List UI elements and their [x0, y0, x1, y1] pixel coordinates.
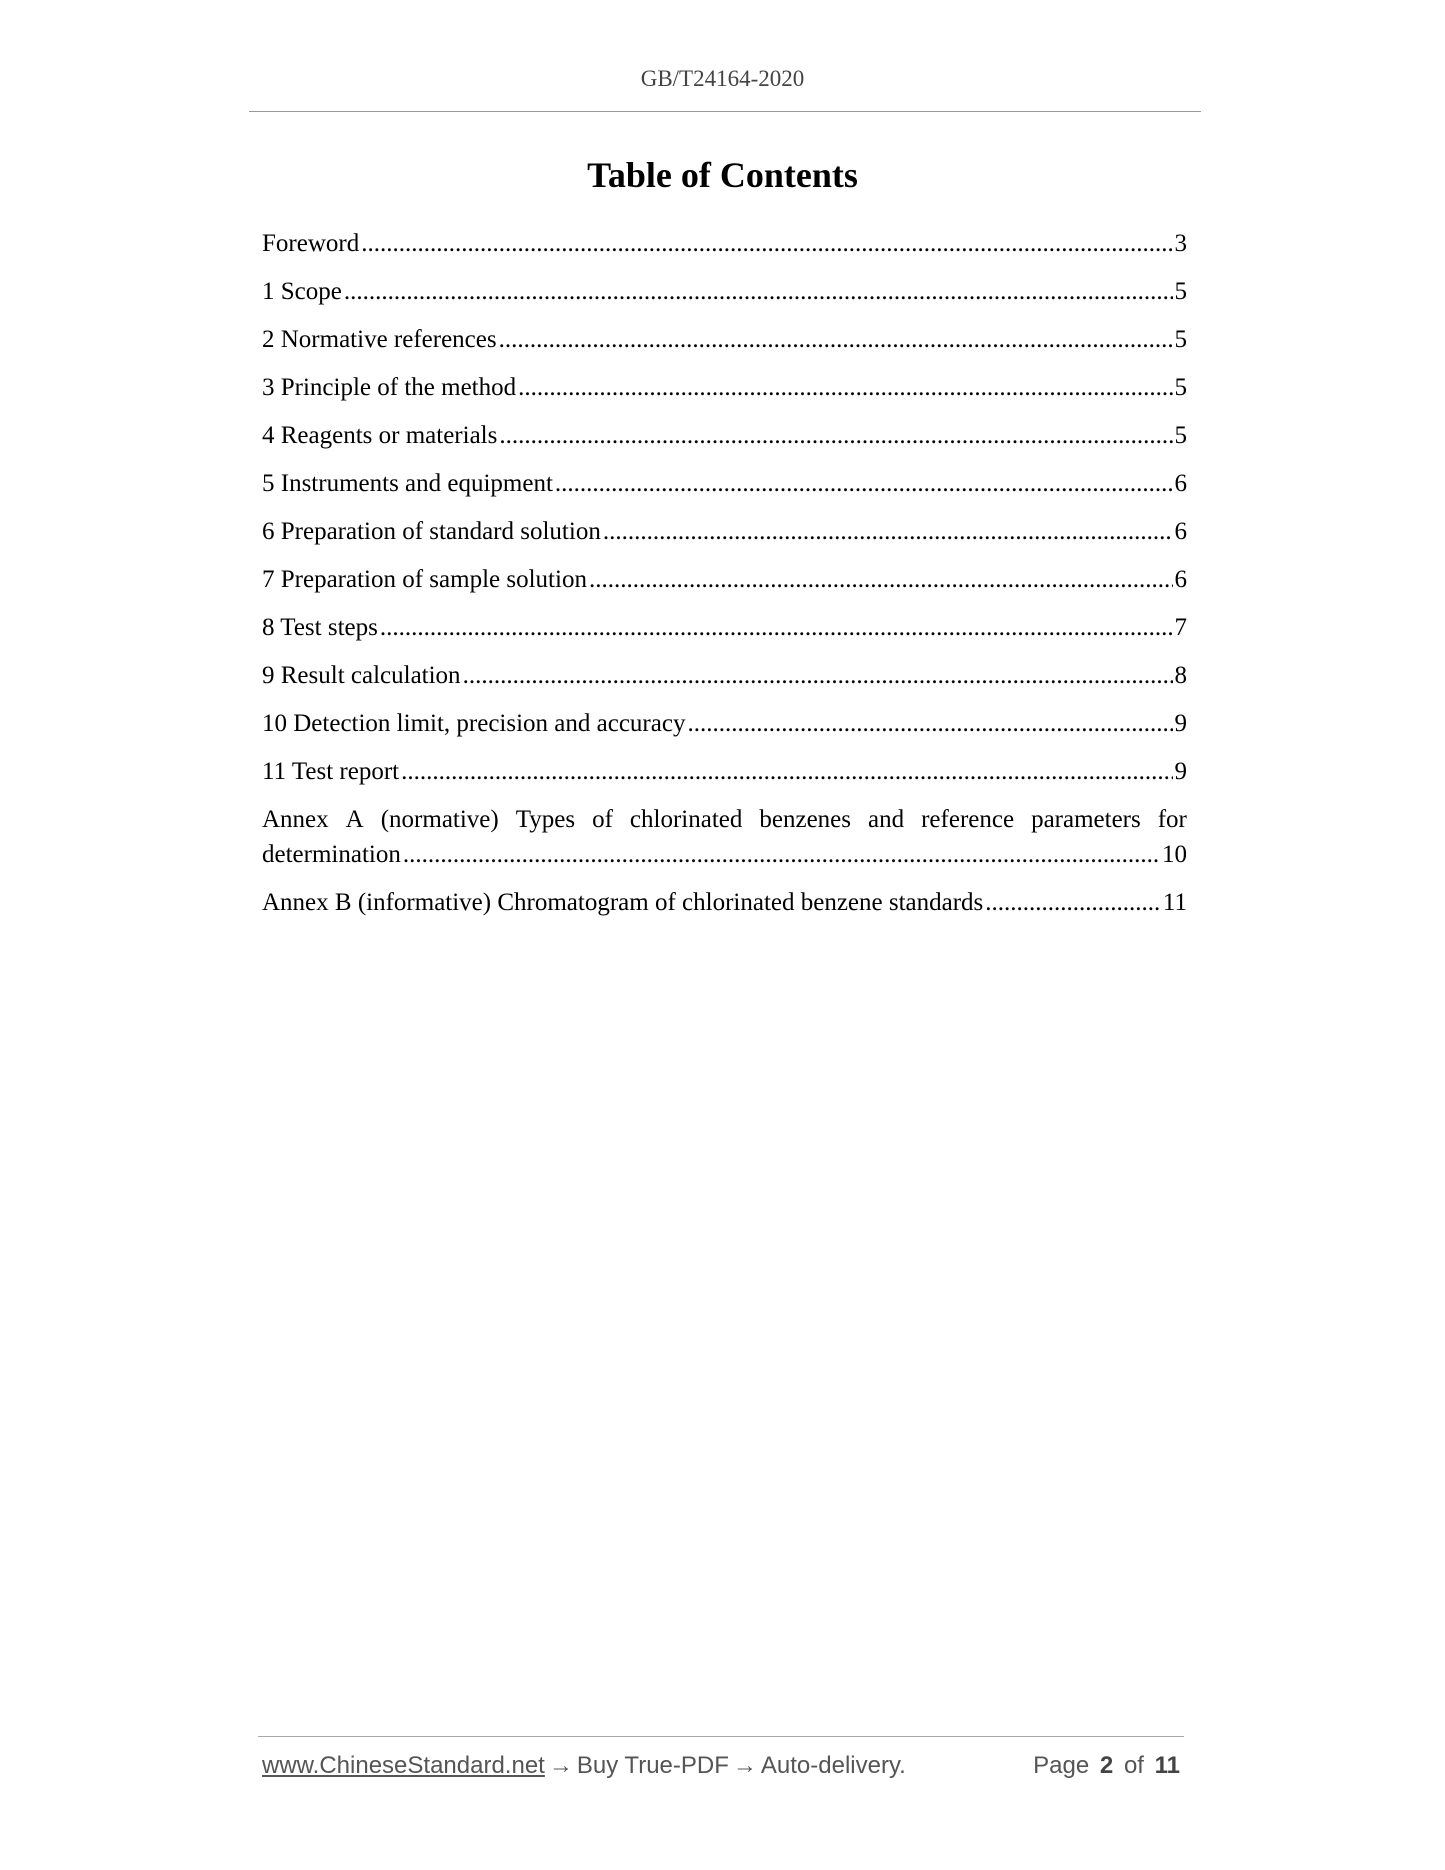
dot-leader — [518, 370, 1172, 405]
toc-page-number: 6 — [1174, 518, 1187, 545]
toc-label: 11 Test report — [262, 758, 400, 785]
footer-divider — [258, 1736, 1184, 1737]
toc-word: (normative) — [380, 806, 499, 833]
toc-entry-detection-limit[interactable] — [262, 706, 1187, 741]
toc-label: 6 Preparation of standard solution — [262, 518, 601, 545]
toc-page-number: 7 — [1174, 614, 1187, 641]
toc-label-line1 — [262, 802, 1187, 837]
dot-leader — [589, 562, 1173, 597]
toc-page-number: 3 — [1174, 230, 1187, 257]
toc-word: parameters — [1031, 806, 1141, 833]
toc-label: Annex B (informative) Chromatogram of chlorinated benzene standards — [262, 889, 984, 916]
dot-leader — [687, 706, 1172, 741]
toc-page-number: 11 — [1162, 889, 1187, 916]
toc-word: for — [1157, 806, 1187, 833]
toc-page-number: 5 — [1174, 326, 1187, 353]
dot-leader — [985, 885, 1161, 920]
toc-word: Types — [515, 806, 576, 833]
document-code: GB/T24164-2020 — [640, 66, 805, 91]
delivery-text: Auto-delivery. — [760, 1752, 906, 1779]
toc-word: and — [868, 806, 905, 833]
total-page-count: 11 — [1154, 1752, 1180, 1779]
toc-entry-standard-solution[interactable] — [262, 514, 1187, 549]
toc-entry-annex-a[interactable] — [262, 802, 1187, 872]
toc-label: 4 Reagents or materials — [262, 422, 498, 449]
dot-leader — [499, 322, 1173, 357]
toc-label: 10 Detection limit, precision and accuracy — [262, 710, 686, 737]
dot-leader — [344, 274, 1173, 309]
page-footer — [262, 1752, 1180, 1780]
toc-label-line2: determination — [262, 841, 401, 868]
arrow-right-icon: → — [732, 1752, 757, 1779]
toc-entry-sample-solution[interactable] — [262, 562, 1187, 597]
toc-word: A — [345, 806, 364, 833]
toc-page-number: 5 — [1174, 278, 1187, 305]
of-word: of — [1123, 1752, 1144, 1779]
toc-entry-normative-references[interactable] — [262, 322, 1187, 357]
dot-leader — [603, 514, 1173, 549]
toc-word: reference — [921, 806, 1015, 833]
toc-label: 1 Scope — [262, 278, 342, 305]
toc-entry-scope[interactable] — [262, 274, 1187, 309]
toc-entry-test-steps[interactable] — [262, 610, 1187, 645]
toc-word: benzenes — [759, 806, 851, 833]
toc-page-number: 6 — [1174, 566, 1187, 593]
current-page-number: 2 — [1099, 1752, 1114, 1779]
toc-label: 2 Normative references — [262, 326, 497, 353]
arrow-right-icon: → — [548, 1752, 573, 1779]
toc-label: 9 Result calculation — [262, 662, 461, 689]
website-link[interactable]: www.ChineseStandard.net — [262, 1752, 545, 1779]
toc-entry-test-report[interactable] — [262, 754, 1187, 789]
toc-entry-reagents[interactable] — [262, 418, 1187, 453]
dot-leader — [401, 754, 1172, 789]
dot-leader — [555, 466, 1173, 501]
toc-label: 8 Test steps — [262, 614, 378, 641]
toc-label: 5 Instruments and equipment — [262, 470, 553, 497]
toc-word: chlorinated — [629, 806, 743, 833]
dot-leader — [361, 226, 1172, 261]
dot-leader — [499, 418, 1172, 453]
toc-entry-instruments[interactable] — [262, 466, 1187, 501]
page-indicator — [1029, 1752, 1180, 1780]
table-of-contents — [262, 226, 1187, 933]
toc-page-number: 10 — [1162, 841, 1187, 868]
footer-promo — [262, 1752, 906, 1780]
page-title: Table of Contents — [587, 155, 858, 195]
toc-entry-annex-b[interactable] — [262, 885, 1187, 920]
header-divider — [249, 111, 1201, 112]
toc-word: Annex — [262, 806, 329, 833]
toc-word: of — [592, 806, 613, 833]
toc-page-number: 5 — [1174, 422, 1187, 449]
toc-entry-foreword[interactable] — [262, 226, 1187, 261]
toc-label: 3 Principle of the method — [262, 374, 517, 401]
dot-leader — [403, 837, 1160, 872]
toc-label: Foreword — [262, 230, 360, 257]
toc-page-number: 5 — [1174, 374, 1187, 401]
toc-page-number: 8 — [1174, 662, 1187, 689]
toc-page-number: 9 — [1174, 758, 1187, 785]
page-word: Page — [1033, 1752, 1090, 1779]
buy-text: Buy True-PDF — [576, 1752, 729, 1779]
toc-entry-result-calculation[interactable] — [262, 658, 1187, 693]
toc-page-number: 6 — [1174, 470, 1187, 497]
toc-entry-principle[interactable] — [262, 370, 1187, 405]
dot-leader — [380, 610, 1173, 645]
toc-page-number: 9 — [1174, 710, 1187, 737]
dot-leader — [463, 658, 1173, 693]
toc-label: 7 Preparation of sample solution — [262, 566, 587, 593]
